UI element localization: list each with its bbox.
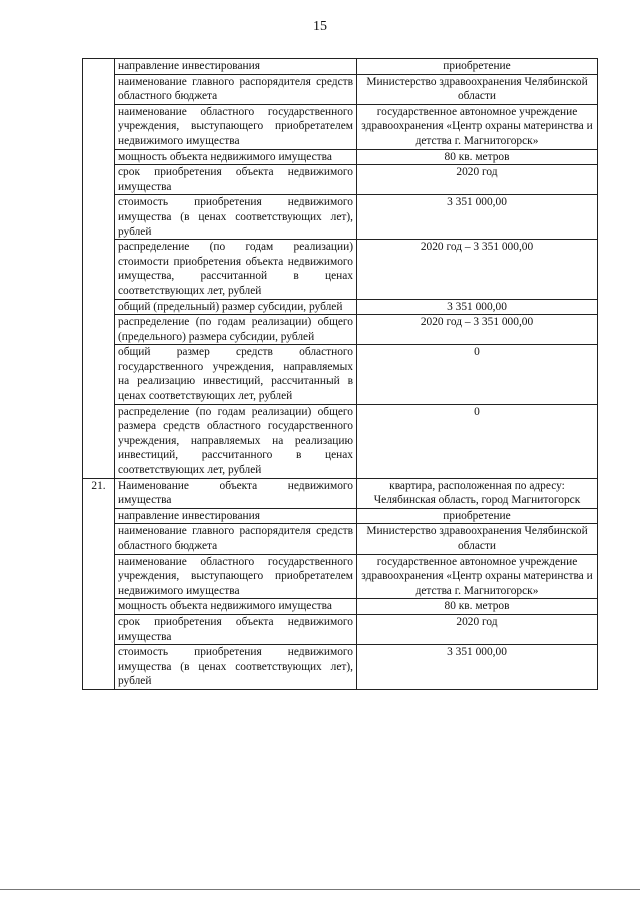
field-label: распределение (по годам реализации) стоимости приобретения объекта недвижимого имущества, рассчитанной в ценах соответствующих лет, рублей [115, 240, 357, 299]
field-label: общий размер средств областного государственного учреждения, направляемых на реализацию инвестиций, рассчитанный в ценах соответствующих лет, рублей [115, 345, 357, 404]
field-label: направление инвестирования [115, 59, 357, 75]
field-value: 2020 год – 3 351 000,00 [357, 315, 598, 345]
table-row [83, 645, 598, 690]
field-label: наименование областного государственного учреждения, выступающего приобретателем недвижимого имущества [115, 104, 357, 149]
field-label: мощность объекта недвижимого имущества [115, 149, 357, 165]
table-row [83, 508, 598, 524]
table-row [83, 614, 598, 644]
field-label: общий (предельный) размер субсидии, рублей [115, 299, 357, 315]
table-row [83, 599, 598, 615]
row-number: 21. [83, 478, 115, 689]
table-row [83, 404, 598, 478]
field-value: приобретение [357, 508, 598, 524]
table-row [83, 315, 598, 345]
bottom-rule [0, 889, 640, 890]
field-value: 2020 год [357, 165, 598, 195]
field-value: 2020 год [357, 614, 598, 644]
page-number: 15 [313, 19, 327, 34]
table-row [83, 240, 598, 299]
table-row [83, 149, 598, 165]
table-row [83, 478, 598, 508]
field-value: 3 351 000,00 [357, 195, 598, 240]
table-row [83, 554, 598, 599]
field-value: 0 [357, 404, 598, 478]
table-row [83, 59, 598, 75]
table-row [83, 524, 598, 554]
table-row [83, 299, 598, 315]
table-row [83, 345, 598, 404]
table-row [83, 74, 598, 104]
table-body [83, 59, 598, 690]
field-value: квартира, расположенная по адресу: Челябинская область, город Магнитогорск [357, 478, 598, 508]
field-value: 80 кв. метров [357, 149, 598, 165]
field-label: срок приобретения объекта недвижимого имущества [115, 614, 357, 644]
investment-table [82, 58, 598, 690]
table-row [83, 104, 598, 149]
field-label: распределение (по годам реализации) общего размера средств областного государственного учреждения, направляемых на реализацию инвестиций, рассчитанного в ценах соответствующих лет, рублей [115, 404, 357, 478]
field-label: наименование областного государственного учреждения, выступающего приобретателем недвижимого имущества [115, 554, 357, 599]
row-number [83, 59, 115, 479]
field-label: распределение (по годам реализации) общего (предельного) размера субсидии, рублей [115, 315, 357, 345]
field-value: приобретение [357, 59, 598, 75]
field-value: 0 [357, 345, 598, 404]
field-label: направление инвестирования [115, 508, 357, 524]
field-label: стоимость приобретения недвижимого имущества (в ценах соответствующих лет), рублей [115, 195, 357, 240]
field-value: 80 кв. метров [357, 599, 598, 615]
field-label: стоимость приобретения недвижимого имущества (в ценах соответствующих лет), рублей [115, 645, 357, 690]
field-label: наименование главного распорядителя средств областного бюджета [115, 524, 357, 554]
field-label: мощность объекта недвижимого имущества [115, 599, 357, 615]
field-value: Министерство здравоохранения Челябинской области [357, 524, 598, 554]
field-label: наименование главного распорядителя средств областного бюджета [115, 74, 357, 104]
field-value: 3 351 000,00 [357, 645, 598, 690]
field-value: государственное автономное учреждение здравоохранения «Центр охраны материнства и детства г. Магнитогорск» [357, 554, 598, 599]
field-value: Министерство здравоохранения Челябинской области [357, 74, 598, 104]
table-row [83, 195, 598, 240]
field-label: Наименование объекта недвижимого имущества [115, 478, 357, 508]
field-value: 3 351 000,00 [357, 299, 598, 315]
table-row [83, 165, 598, 195]
field-value: государственное автономное учреждение здравоохранения «Центр охраны материнства и детства г. Магнитогорск» [357, 104, 598, 149]
field-value: 2020 год – 3 351 000,00 [357, 240, 598, 299]
field-label: срок приобретения объекта недвижимого имущества [115, 165, 357, 195]
